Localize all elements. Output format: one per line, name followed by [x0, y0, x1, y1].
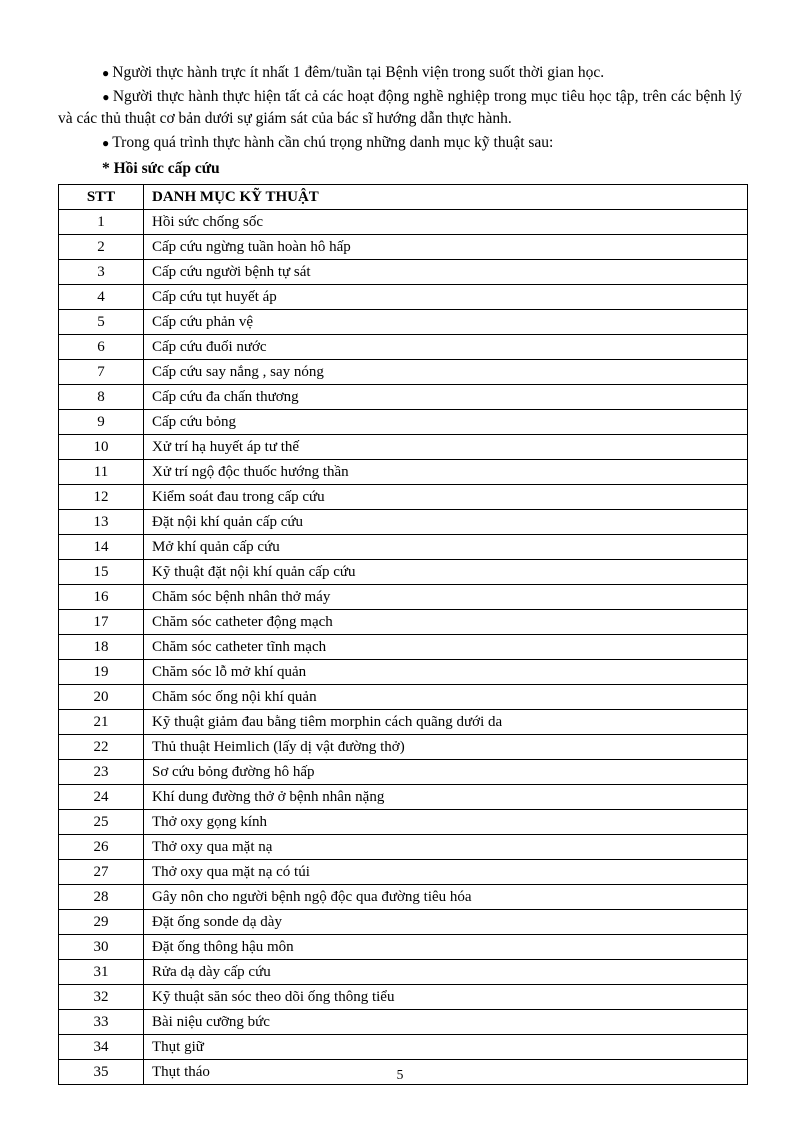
- paragraph-2-text: Người thực hành thực hiện tất cả các hoạt động nghề nghiệp trong mục tiêu học tập, trên các bệnh lý và các thủ thuật cơ bản dưới sự giám sát của bác sĩ hướng dẫn thực hành.: [58, 88, 742, 127]
- cell-technique: Chăm sóc lỗ mở khí quản: [144, 660, 748, 685]
- cell-technique: Cấp cứu đuối nước: [144, 335, 748, 360]
- paragraph-2: [58, 86, 742, 130]
- cell-stt: 29: [59, 910, 144, 935]
- cell-stt: 5: [59, 310, 144, 335]
- cell-stt: 34: [59, 1035, 144, 1060]
- cell-technique: Chăm sóc catheter động mạch: [144, 610, 748, 635]
- cell-technique: Gây nôn cho người bệnh ngộ độc qua đường tiêu hóa: [144, 885, 748, 910]
- cell-stt: 7: [59, 360, 144, 385]
- table-body: [59, 210, 748, 1085]
- cell-technique: Kỹ thuật đặt nội khí quản cấp cứu: [144, 560, 748, 585]
- cell-technique: Cấp cứu phản vệ: [144, 310, 748, 335]
- table-row: [59, 285, 748, 310]
- table-row: [59, 735, 748, 760]
- section-title: * Hồi sức cấp cứu: [102, 160, 220, 177]
- cell-technique: Thụt giữ: [144, 1035, 748, 1060]
- table-row: [59, 810, 748, 835]
- table-header-stt: STT: [59, 185, 144, 210]
- cell-stt: 24: [59, 785, 144, 810]
- table-row: [59, 710, 748, 735]
- cell-stt: 25: [59, 810, 144, 835]
- bullet-icon: ●: [102, 65, 110, 80]
- cell-stt: 22: [59, 735, 144, 760]
- cell-technique: Chăm sóc ống nội khí quản: [144, 685, 748, 710]
- table-row: [59, 835, 748, 860]
- cell-technique: Kỹ thuật săn sóc theo dõi ống thông tiểu: [144, 985, 748, 1010]
- paragraph-1-text: Người thực hành trực ít nhất 1 đêm/tuần tại Bệnh viện trong suốt thời gian học.: [112, 64, 605, 81]
- table-row: [59, 685, 748, 710]
- table-row: [59, 785, 748, 810]
- cell-stt: 16: [59, 585, 144, 610]
- cell-technique: Cấp cứu ngừng tuần hoàn hô hấp: [144, 235, 748, 260]
- table-row: [59, 385, 748, 410]
- table-row: [59, 960, 748, 985]
- cell-technique: Khí dung đường thở ở bệnh nhân nặng: [144, 785, 748, 810]
- cell-stt: 27: [59, 860, 144, 885]
- paragraph-1: [58, 62, 742, 84]
- cell-stt: 30: [59, 935, 144, 960]
- cell-stt: 23: [59, 760, 144, 785]
- cell-stt: 11: [59, 460, 144, 485]
- table-row: [59, 860, 748, 885]
- cell-stt: 17: [59, 610, 144, 635]
- table-row: [59, 635, 748, 660]
- table-row: [59, 585, 748, 610]
- cell-stt: 3: [59, 260, 144, 285]
- cell-technique: Đặt ống thông hậu môn: [144, 935, 748, 960]
- table-row: [59, 660, 748, 685]
- cell-technique: Cấp cứu say nắng , say nóng: [144, 360, 748, 385]
- table-row: [59, 1035, 748, 1060]
- cell-technique: Sơ cứu bỏng đường hô hấp: [144, 760, 748, 785]
- table-row: [59, 510, 748, 535]
- cell-stt: 35: [59, 1060, 144, 1085]
- table-row: [59, 485, 748, 510]
- cell-stt: 18: [59, 635, 144, 660]
- paragraph-3: [58, 132, 742, 154]
- cell-technique: Đặt ống sonde dạ dày: [144, 910, 748, 935]
- table-row: [59, 610, 748, 635]
- table-row: [59, 1010, 748, 1035]
- cell-stt: 28: [59, 885, 144, 910]
- cell-stt: 31: [59, 960, 144, 985]
- table-row: [59, 210, 748, 235]
- table-row: [59, 260, 748, 285]
- paragraph-3-text: Trong quá trình thực hành cần chú trọng những danh mục kỹ thuật sau:: [112, 134, 554, 151]
- cell-stt: 19: [59, 660, 144, 685]
- cell-technique: Rửa dạ dày cấp cứu: [144, 960, 748, 985]
- table-row: [59, 235, 748, 260]
- cell-technique: Kiểm soát đau trong cấp cứu: [144, 485, 748, 510]
- table-row: [59, 535, 748, 560]
- technique-table: [58, 184, 748, 1085]
- cell-technique: Cấp cứu đa chấn thương: [144, 385, 748, 410]
- cell-technique: Cấp cứu bỏng: [144, 410, 748, 435]
- table-row: [59, 410, 748, 435]
- cell-stt: 32: [59, 985, 144, 1010]
- cell-technique: Thở oxy qua mặt nạ có túi: [144, 860, 748, 885]
- cell-stt: 2: [59, 235, 144, 260]
- cell-technique: Chăm sóc catheter tĩnh mạch: [144, 635, 748, 660]
- cell-stt: 9: [59, 410, 144, 435]
- cell-technique: Xử trí ngộ độc thuốc hướng thần: [144, 460, 748, 485]
- table-row: [59, 935, 748, 960]
- cell-technique: Đặt nội khí quản cấp cứu: [144, 510, 748, 535]
- table-row: [59, 560, 748, 585]
- cell-technique: Hồi sức chống sốc: [144, 210, 748, 235]
- cell-stt: 10: [59, 435, 144, 460]
- bullet-icon: ●: [102, 89, 110, 104]
- table-row: [59, 360, 748, 385]
- table-row: [59, 335, 748, 360]
- table-row: [59, 435, 748, 460]
- cell-stt: 13: [59, 510, 144, 535]
- cell-technique: Chăm sóc bệnh nhân thở máy: [144, 585, 748, 610]
- table-row: [59, 985, 748, 1010]
- cell-stt: 20: [59, 685, 144, 710]
- table-row: [59, 310, 748, 335]
- cell-stt: 8: [59, 385, 144, 410]
- table-row: [59, 760, 748, 785]
- cell-technique: Thủ thuật Heimlich (lấy dị vật đường thở): [144, 735, 748, 760]
- cell-technique: Kỹ thuật giảm đau bằng tiêm morphin cách quãng dưới da: [144, 710, 748, 735]
- table-header-row: [59, 185, 748, 210]
- cell-stt: 21: [59, 710, 144, 735]
- table-row: [59, 460, 748, 485]
- cell-technique: Thở oxy gọng kính: [144, 810, 748, 835]
- cell-stt: 4: [59, 285, 144, 310]
- cell-technique: Thụt tháo: [144, 1060, 748, 1085]
- page-number: 5: [396, 1067, 404, 1082]
- table-header-technique: DANH MỤC KỸ THUẬT: [144, 185, 748, 210]
- cell-stt: 26: [59, 835, 144, 860]
- cell-stt: 15: [59, 560, 144, 585]
- cell-technique: Thở oxy qua mặt nạ: [144, 835, 748, 860]
- cell-stt: 12: [59, 485, 144, 510]
- cell-technique: Bài niệu cưỡng bức: [144, 1010, 748, 1035]
- cell-stt: 1: [59, 210, 144, 235]
- cell-technique: Cấp cứu người bệnh tự sát: [144, 260, 748, 285]
- cell-stt: 33: [59, 1010, 144, 1035]
- cell-stt: 6: [59, 335, 144, 360]
- table-row: [59, 910, 748, 935]
- cell-technique: Cấp cứu tụt huyết áp: [144, 285, 748, 310]
- cell-technique: Mở khí quản cấp cứu: [144, 535, 748, 560]
- bullet-icon: ●: [102, 135, 110, 150]
- cell-stt: 14: [59, 535, 144, 560]
- cell-technique: Xử trí hạ huyết áp tư thế: [144, 435, 748, 460]
- table-row: [59, 885, 748, 910]
